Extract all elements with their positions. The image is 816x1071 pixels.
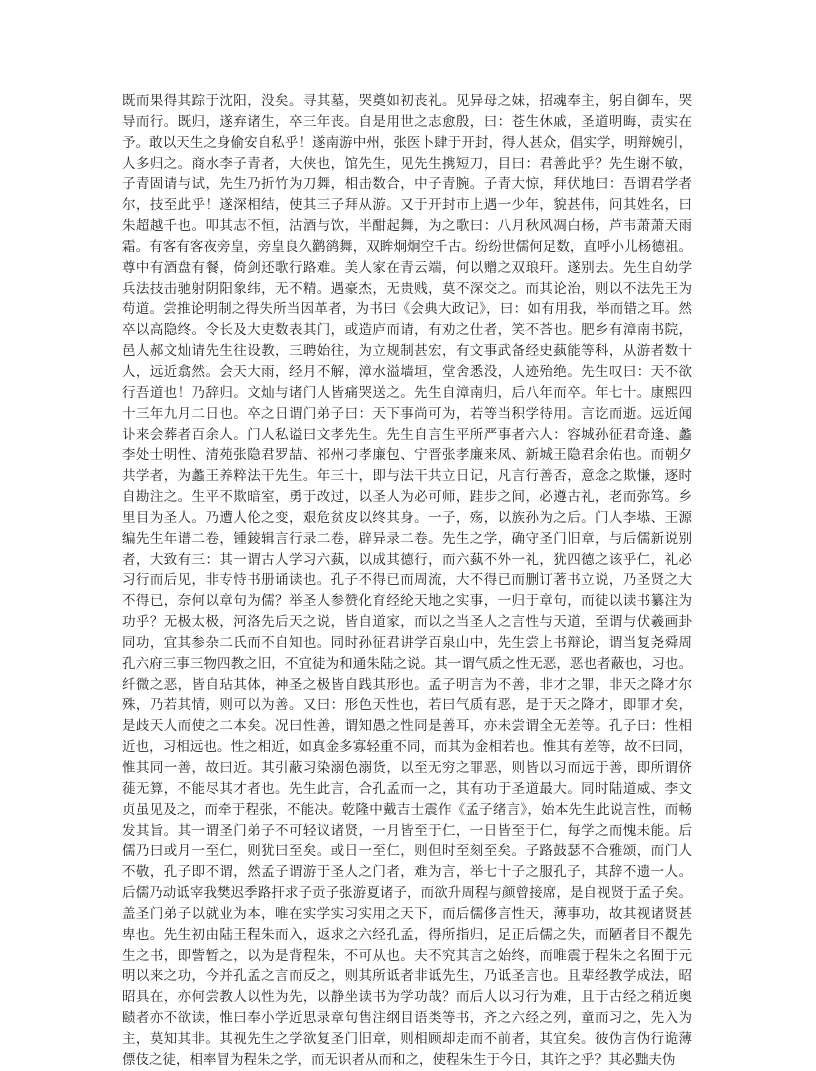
text-line: 惟其同一善，故曰近。其引蔽习染溺色溺货，以至无穷之罪恶，则皆以习而远于善，即所谓侪 bbox=[122, 760, 692, 776]
text-line: 子青固请与试，先生乃折竹为刀舞，相击数合，中子青腕。子青大惊，拜伏地曰：吾谓君学者 bbox=[122, 176, 692, 193]
text-line: 予。敢以天生之身偷安自私乎！遂南游中州，张医卜肆于开封，得人甚众，倡实学，明辩婉引， bbox=[122, 134, 692, 151]
text-line: 尔，技至此乎！遂深相结，使其三子拜从游。又于开封市上遇一少年，貌甚伟，问其姓名，曰 bbox=[122, 197, 692, 214]
text-line: 共学者，为蠡王养粹法干先生。年三十，即与法干共立日记，凡言行善否，意念之欺慊，逐时 bbox=[122, 468, 692, 485]
text-line: 明以来之功，今并孔孟之言而反之，则其所诋者非诋先生，乃诋圣言也。且辈经教学成法，昭 bbox=[122, 968, 692, 985]
text-line: 十三年九月二日也。卒之日谓门弟子曰：天下事尚可为，若等当积学待用。言讫而逝。远近闻 bbox=[122, 405, 692, 422]
text-line: 尊中有酒盘有餐，倚剑还歌行路难。美人家在青云端，何以赠之双琅玕。遂别去。先生自幼学 bbox=[122, 259, 692, 276]
text-line: 昭具在，亦何尝教人以性为先，以静坐读书为学功哉？而后人以习行为难，且于古经之稍近奥 bbox=[122, 989, 692, 1006]
text-line: 里目为圣人。乃遭人伦之变，艰危贫皮以终其身。一子，殇，以族孙为之后。门人李塨、王源 bbox=[122, 509, 692, 526]
text-line: 发其旨。其一谓圣门弟子不可轻议诸贤，一月皆至于仁，一日皆至于仁，每学之而愧未能。后 bbox=[122, 822, 692, 839]
text-line: 是歧天人而使之二本矣。况曰性善，谓知愚之性同是善耳，亦未尝谓全无差等。孔子曰：性相 bbox=[122, 718, 692, 735]
text-line: 习行而后见，非专恃书册诵读也。孔子不得已而周流，大不得已而删订著书立说，乃圣贤之大 bbox=[122, 572, 692, 589]
text-line: 人，远近翕然。会天大雨，经月不解，漳水溢墙垣，堂舍悉没，人迹殆绝。先生叹曰：天不欲 bbox=[122, 363, 692, 380]
text-line: 儒乃曰或月一至仁，则犹曰至矣。或日一至仁，则但时至刻至矣。子路鼓瑟不合雅颂，而门人 bbox=[122, 843, 692, 860]
text-line: 卒以高隐终。令长及大吏数表其门，或造庐而请，有劝之仕者，笑不荅也。肥乡有漳南书院， bbox=[122, 322, 692, 339]
text-line: 苟道。尝推论明制之得失所当因革者，为书曰《会典大政记》，曰：如有用我，举而错之耳。然 bbox=[122, 301, 692, 318]
text-line: 贞虽见及之，而牵于程张，不能决。乾隆中戴吉士震作《孟子绪言》，始本先生此说言性，而畅 bbox=[122, 801, 692, 818]
text-line: 霜。有客有客夜旁皇，旁皇良久鹳鹆舞，双眸炯炯空千古。纷纷世儒何足数，直呼小儿杨德祖。 bbox=[122, 238, 692, 255]
text-line: 既而果得其踪于沈阳，没矣。寻其墓，哭奠如初丧礼。见异母之妹，招魂奉主，躬自御车，哭 bbox=[122, 93, 692, 109]
text-line: 人多归之。商水李子青者，大侠也，馆先生，见先生携短刀，目曰：君善此乎？先生谢不敏， bbox=[122, 155, 692, 172]
text-line: 朱超越千也。叩其志不恒，沽酒与饮，半酣起舞，为之歌曰：八月秋风凋白杨，芦韦萧萧天雨 bbox=[122, 218, 692, 235]
text-line: 讣来会葬者百余人。门人私谥曰文孝先生。先生自言生平所严事者六人：容城孙征君奇逢、蠡 bbox=[122, 426, 692, 443]
text-line: 自勘注之。生平不欺暗室，勇于改过，以圣人为必可师，跬步之间，必遵古礼，老而弥笃。乡 bbox=[122, 489, 692, 506]
text-line: 邑人郝文灿请先生往设教，三聘始往，为立规制甚宏，有文事武备经史蓺能等科，从游者数十 bbox=[122, 343, 692, 360]
text-line: 不敬，孔子即不谓，然孟子谓游于圣人之门者，难为言，举七十子之服孔子，其辞不遗一人。 bbox=[122, 864, 692, 881]
text-line: 殊，乃若其情，则可以为善。又曰：形色天性也，若曰气质有恶，是于天之降才，即罪才矣， bbox=[122, 697, 692, 714]
text-line: 编先生年谱二卷，锺錂辑言行录二卷，辟异录二卷。先生之学，确守圣门旧章，与后儒新说别 bbox=[122, 530, 692, 547]
text-line: 兵法技击驰射阴阳象纬，无不精。遇豪杰，无贵贱，莫不深交之。而其论治，则以不法先王为 bbox=[122, 280, 692, 297]
text-line: 同功，宜其参杂二氏而不自知也。同时孙征君讲学百泉山中，先生尝上书辩论，谓当复尧舜周 bbox=[122, 634, 692, 651]
text-line: 卑也。先生初由陆王程朱而入，返求之六经孔孟，得所指归，足正后儒之失，而陋者目不覩先 bbox=[122, 926, 692, 943]
text-line: 赜者亦不欲读，惟曰奉小学近思录章句售注纲目语类等书，齐之六经之列，童而习之，先入为 bbox=[122, 1010, 692, 1027]
text-line: 导而行。既归，遂弃诸生，卒三年丧。自是用世之志愈殷，曰：苍生休戚，圣道明晦，责实在 bbox=[122, 113, 692, 130]
text-line: 孔六府三事三物四教之旧，不宜徒为和通朱陆之说。其一谓气质之性无恶，恶也者蔽也，习也。 bbox=[122, 655, 692, 672]
document-page bbox=[122, 91, 692, 1071]
text-line: 近也，习相远也。性之相近，如真金多寡轻重不同，而其为金相若也。惟其有差等，故不曰同， bbox=[122, 739, 692, 756]
text-line: 生之书，即訾暂之，以为是背程朱，不可从也。夫不究其言之始终，而唯震于程朱之名囿于元 bbox=[122, 947, 692, 964]
text-line: 后儒乃动诋宰我樊迟季路扞求子贡子张游夏诸子，而欲升周程与颜曾接席，是自视贤于孟子矣。 bbox=[122, 885, 692, 902]
text-line: 功乎？无极太极，河洛先后天之说，皆自道家，而以之当圣人之言性与天道，至谓与伏羲画卦 bbox=[122, 614, 692, 631]
text-line: 僄伎之徒，相率冒为程朱之学，而无识者从而和之，使程朱生于今日，其许之乎？其必黜夫伪 bbox=[122, 1051, 676, 1068]
text-line: 不得已，奈何以章句为儒？举圣人参赞化育经纶天地之实事，一归于章句，而徒以读书纂注为 bbox=[122, 593, 692, 610]
text-line: 者，大致有三：其一谓古人学习六蓺，以成其德行，而六蓺不外一礼，犹四德之该乎仁，礼必 bbox=[122, 551, 692, 568]
text-line: 主，莫知其非。其视先生之学欲复圣门旧章，则相顾却走而不前者，其宜矣。彼伪言伪行诡薄 bbox=[122, 1030, 692, 1047]
text-line: 行吾道也！乃辞归。文灿与诸门人皆痛哭送之。先生自漳南归，后八年而卒。年七十。康熙四 bbox=[122, 384, 692, 401]
text-line: 蓰无算，不能尽其才者也。先生此言，合孔孟而一之，其有功于圣道最大。同时陆道威、李文 bbox=[122, 780, 692, 797]
text-line: 纤微之恶，皆自玷其体，神圣之极皆自践其形也。孟子明言为不善，非才之罪，非天之降才尔 bbox=[122, 676, 692, 693]
text-line: 盖圣门弟子以就业为本，唯在实学实习实用之天下，而后儒侈言性天，薄事功，故其视诸贤甚 bbox=[122, 905, 692, 922]
text-line: 李处士明性、清苑张隐君罗喆、祁州刁孝廉包、宁晋张孝廉来凤、新城王隐君余佑也。而朝夕 bbox=[122, 447, 692, 464]
